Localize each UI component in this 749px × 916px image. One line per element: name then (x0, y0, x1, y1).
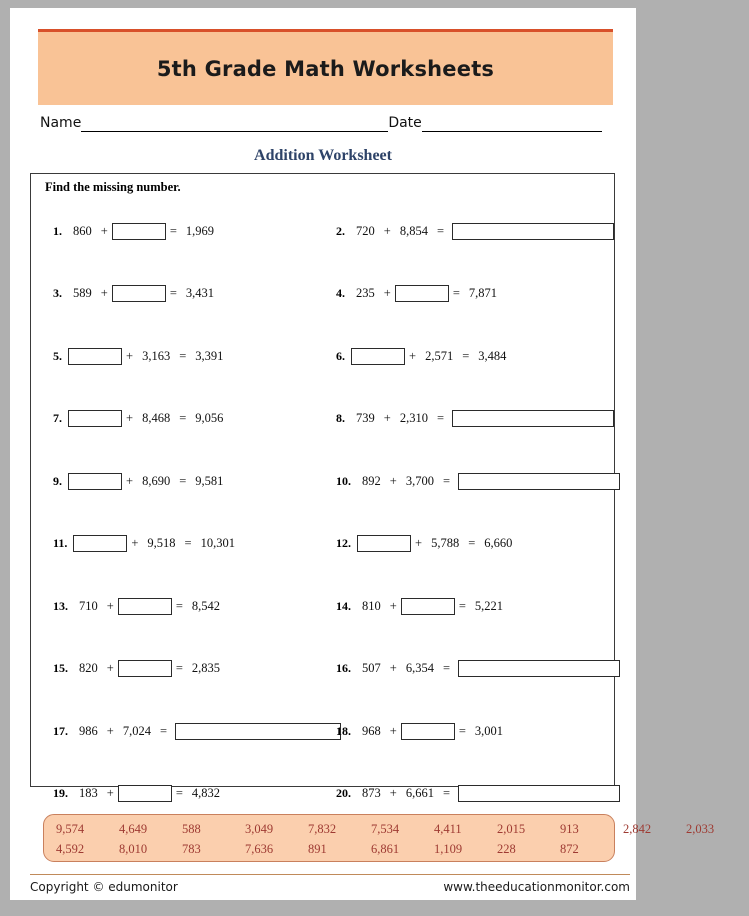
result-value: 2,835 (191, 661, 220, 676)
operand-b: 6,354 (405, 661, 434, 676)
equals-operator: = (436, 411, 444, 426)
plus-operator: + (106, 723, 114, 738)
problem-number: 13. (53, 598, 68, 613)
answer-bank-value: 1,109 (434, 841, 463, 856)
name-input[interactable] (81, 117, 388, 132)
operand-b: 7,024 (122, 723, 151, 738)
answer-box[interactable] (401, 723, 455, 740)
operand-a: 710 (79, 598, 98, 613)
answer-bank-value: 9,574 (56, 821, 85, 836)
equals-operator: = (179, 348, 187, 363)
problem-6 (336, 325, 510, 388)
equals-operator: = (175, 661, 183, 676)
equals-operator: = (159, 723, 167, 738)
equals-operator: = (175, 786, 183, 801)
operand-b: 3,163 (142, 348, 171, 363)
answer-box[interactable] (458, 660, 620, 677)
problem-15 (53, 638, 224, 701)
answer-box[interactable] (68, 473, 122, 490)
plus-operator: + (389, 661, 397, 676)
answer-bank-value: 7,832 (308, 821, 337, 836)
result-value: 5,221 (474, 598, 503, 613)
answer-bank-value: 2,033 (686, 821, 715, 836)
operand-a: 968 (362, 723, 381, 738)
result-value: 9,581 (195, 473, 224, 488)
result-value: 1,969 (185, 223, 214, 238)
answer-bank-row (44, 819, 715, 839)
problem-18 (336, 700, 507, 763)
operand-a: 589 (73, 286, 92, 301)
plus-operator: + (126, 348, 134, 363)
operand-b: 5,788 (431, 536, 460, 551)
plus-operator: + (389, 723, 397, 738)
answer-box[interactable] (112, 285, 166, 302)
problem-17 (53, 700, 341, 763)
problem-number: 9. (53, 473, 62, 488)
equals-operator: = (179, 411, 187, 426)
plus-operator: + (106, 598, 114, 613)
operand-a: 183 (79, 786, 98, 801)
worksheet-page (10, 8, 715, 900)
answer-box[interactable] (68, 348, 122, 365)
problem-row (31, 638, 614, 701)
page-title: 5th Grade Math Worksheets (156, 56, 495, 81)
equals-operator: = (436, 223, 444, 238)
problem-4 (336, 263, 501, 326)
plus-operator: + (106, 786, 114, 801)
problem-number: 6. (336, 348, 345, 363)
problem-number: 1. (53, 223, 62, 238)
answer-box[interactable] (351, 348, 405, 365)
footer-divider (30, 874, 630, 875)
equals-operator: = (458, 723, 466, 738)
result-value: 7,871 (468, 286, 497, 301)
equals-operator: = (175, 598, 183, 613)
answer-bank-value: 913 (560, 821, 579, 836)
answer-box[interactable] (118, 660, 172, 677)
worksheet-body (30, 173, 615, 801)
equals-operator: = (184, 536, 192, 551)
operand-b: 8,690 (142, 473, 171, 488)
problem-row (31, 263, 614, 326)
problem-number: 4. (336, 286, 345, 301)
problem-row (31, 700, 614, 763)
answer-box[interactable] (458, 473, 620, 490)
problem-9 (53, 450, 227, 513)
plus-operator: + (100, 286, 108, 301)
problem-5 (53, 325, 227, 388)
name-date-row (40, 110, 613, 132)
plus-operator: + (415, 536, 423, 551)
worksheet-subtitle: Addition Worksheet (254, 147, 392, 164)
answer-box[interactable] (118, 785, 172, 802)
answer-box[interactable] (73, 535, 127, 552)
problem-number: 16. (336, 661, 351, 676)
result-value: 10,301 (200, 536, 235, 551)
problem-16 (336, 638, 620, 701)
operand-a: 892 (362, 473, 381, 488)
equals-operator: = (179, 473, 187, 488)
problem-12 (336, 513, 516, 576)
problem-number: 14. (336, 598, 351, 613)
answer-bank (43, 814, 715, 862)
footer (30, 880, 630, 894)
operand-a: 860 (73, 223, 92, 238)
result-value: 3,001 (474, 723, 503, 738)
result-value: 3,431 (185, 286, 214, 301)
answer-bank-value: 7,534 (371, 821, 400, 836)
problem-number: 10. (336, 473, 351, 488)
operand-a: 507 (362, 661, 381, 676)
answer-box[interactable] (401, 598, 455, 615)
instruction-text: Find the missing number. (45, 180, 181, 194)
result-value: 4,832 (191, 786, 220, 801)
answer-bank-value: 2,015 (497, 821, 526, 836)
problem-number: 3. (53, 286, 62, 301)
plus-operator: + (383, 411, 391, 426)
answer-box[interactable] (68, 410, 122, 427)
equals-operator: = (452, 286, 460, 301)
operand-b: 8,468 (142, 411, 171, 426)
problem-row (31, 450, 614, 513)
operand-b: 2,571 (425, 348, 454, 363)
equals-operator: = (169, 286, 177, 301)
problem-number: 20. (336, 786, 351, 801)
problem-number: 18. (336, 723, 351, 738)
answer-box[interactable] (395, 285, 449, 302)
answer-box[interactable] (118, 598, 172, 615)
operand-a: 235 (356, 286, 375, 301)
answer-box[interactable] (452, 223, 614, 240)
plus-operator: + (409, 348, 417, 363)
answer-bank-value: 4,411 (434, 821, 462, 836)
plus-operator: + (131, 536, 139, 551)
problem-number: 17. (53, 723, 68, 738)
problem-number: 15. (53, 661, 68, 676)
problem-number: 19. (53, 786, 68, 801)
problem-11 (53, 513, 239, 576)
problem-number: 12. (336, 536, 351, 551)
name-label: Name (40, 115, 82, 131)
website-link[interactable]: www.theeducationmonitor.com (443, 880, 630, 894)
answer-bank-value: 4,649 (119, 821, 148, 836)
problem-2 (336, 200, 614, 263)
problem-1 (53, 200, 218, 263)
problem-row (31, 513, 614, 576)
problem-number: 8. (336, 411, 345, 426)
plus-operator: + (126, 411, 134, 426)
equals-operator: = (468, 536, 476, 551)
problem-number: 5. (53, 348, 62, 363)
problem-7 (53, 388, 227, 451)
plus-operator: + (389, 786, 397, 801)
operand-b: 9,518 (147, 536, 176, 551)
operand-a: 873 (362, 786, 381, 801)
operand-a: 986 (79, 723, 98, 738)
equals-operator: = (458, 598, 466, 613)
operand-a: 810 (362, 598, 381, 613)
operand-a: 720 (356, 223, 375, 238)
answer-box[interactable] (175, 723, 341, 740)
operand-b: 3,700 (405, 473, 434, 488)
problem-grid (31, 200, 614, 801)
answer-bank-value: 7,636 (245, 841, 274, 856)
date-label: Date (388, 115, 422, 131)
answer-bank-value: 588 (182, 821, 201, 836)
operand-b: 6,661 (405, 786, 434, 801)
problem-row (31, 325, 614, 388)
result-value: 9,056 (195, 411, 224, 426)
operand-a: 820 (79, 661, 98, 676)
equals-operator: = (442, 661, 450, 676)
operand-b: 2,310 (399, 411, 428, 426)
result-value: 3,484 (478, 348, 507, 363)
plus-operator: + (383, 223, 391, 238)
result-value: 8,542 (191, 598, 220, 613)
date-input[interactable] (422, 117, 602, 132)
answer-bank-value: 8,010 (119, 841, 148, 856)
problem-3 (53, 263, 218, 326)
problem-14 (336, 575, 507, 638)
header-banner (38, 29, 613, 105)
plus-operator: + (389, 598, 397, 613)
answer-bank-value: 2,842 (623, 821, 652, 836)
answer-bank-row (44, 839, 614, 859)
answer-bank-value: 3,049 (245, 821, 274, 836)
problem-number: 2. (336, 223, 345, 238)
result-value: 6,660 (484, 536, 513, 551)
answer-bank-value: 872 (560, 841, 579, 856)
answer-bank-value: 4,592 (56, 841, 85, 856)
equals-operator: = (462, 348, 470, 363)
plus-operator: + (389, 473, 397, 488)
problem-number: 11. (53, 536, 68, 551)
answer-box[interactable] (112, 223, 166, 240)
operand-b: 8,854 (399, 223, 428, 238)
answer-bank-value: 891 (308, 841, 327, 856)
operand-a: 739 (356, 411, 375, 426)
answer-box[interactable] (452, 410, 614, 427)
problem-8 (336, 388, 614, 451)
plus-operator: + (100, 223, 108, 238)
problem-10 (336, 450, 620, 513)
equals-operator: = (169, 223, 177, 238)
result-value: 3,391 (195, 348, 224, 363)
problem-row (31, 575, 614, 638)
plus-operator: + (383, 286, 391, 301)
answer-bank-value: 228 (497, 841, 516, 856)
answer-box[interactable] (357, 535, 411, 552)
copyright-text: Copyright © edumonitor (30, 880, 178, 894)
answer-bank-value: 783 (182, 841, 201, 856)
problem-13 (53, 575, 224, 638)
problem-row (31, 388, 614, 451)
answer-bank-value: 6,861 (371, 841, 400, 856)
equals-operator: = (442, 786, 450, 801)
problem-row (31, 200, 614, 263)
answer-box[interactable] (458, 785, 620, 802)
equals-operator: = (442, 473, 450, 488)
plus-operator: + (106, 661, 114, 676)
problem-number: 7. (53, 411, 62, 426)
plus-operator: + (126, 473, 134, 488)
